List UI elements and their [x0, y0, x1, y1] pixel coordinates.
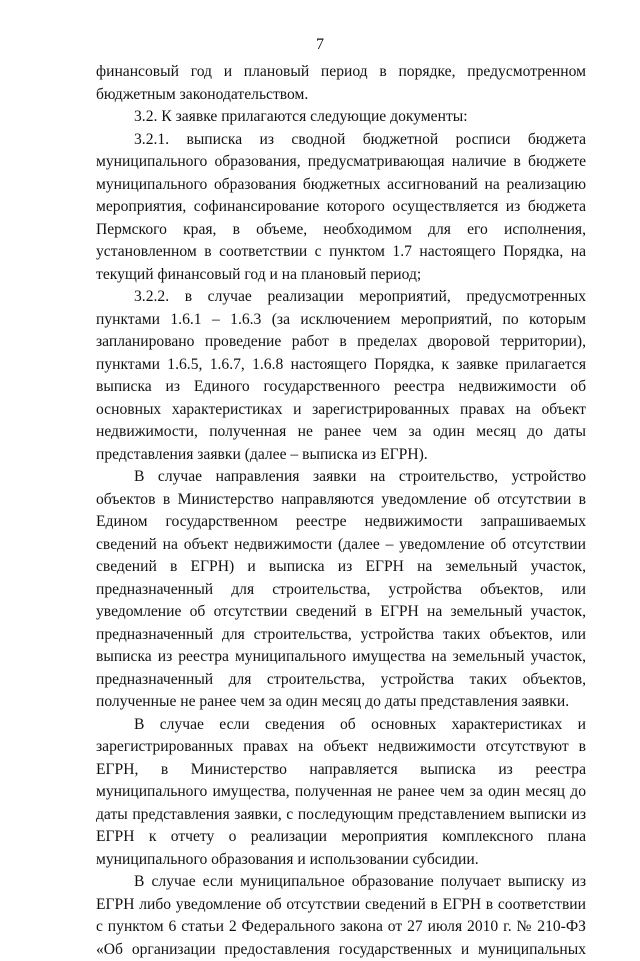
paragraph-3-2: 3.2. К заявке прилагаются следующие документы: — [134, 108, 468, 125]
paragraph-3-2-1: 3.2.1. выписка из сводной бюджетной росписи бюджета муниципального образования, предусматривающая наличие в бюджете муниципального образования бюджетных ассигнований на реализацию мероприятия, софинансирование которого осуществляется из бюджета Пермского края, в объеме, необходимом для его исполнения, установленном в соответствии с пунктом 1.7 настоящего Порядка, на текущий финансовый год и на плановый период; — [96, 130, 586, 283]
paragraph-missing-records-case: В случае если сведения об основных характеристиках и зарегистрированных правах на объект недвижимости отсутствуют в ЕГРН, в Министерство направляется выписка из реестра муниципального имущества, полученная не ранее чем за один месяц до даты представления заявки, с последующим представлением выписки из ЕГРН к отчету о реализации мероприятия комплексного плана муниципального образования и использовании субсидии. — [96, 715, 586, 868]
paragraph-federal-law-case: В случае если муниципальное образование получает выписку из ЕГРН либо уведомление об отсутствии сведений в ЕГРН в соответствии с пунктом 6 статьи 2 Федерального закона от 27 июля 2010 г. № 210-ФЗ «Об организации предоставления государственных и муниципальных — [96, 873, 586, 958]
document-body — [96, 61, 586, 961]
paragraph-construction-case: В случае направления заявки на строительство, устройство объектов в Министерство направляются уведомление об отсутствии в Едином государственном реестре недвижимости запрашиваемых сведений на объект недвижимости (далее – уведомление об отсутствии сведений в ЕГРН) и выписка из ЕГРН на земельный участок, предназначенный для строительства, устройства объектов, или уведомление об отсутствии сведений в ЕГРН на земельный участок, предназначенный для строительства, устройства таких объектов, или выписка из реестра муниципального имущества на земельный участок, предназначенный для строительства, устройства таких объектов, полученные не ранее чем за один месяц до даты представления заявки. — [96, 468, 586, 710]
paragraph-3-2-2: 3.2.2. в случае реализации мероприятий, предусмотренных пунктами 1.6.1 – 1.6.3 (за исключением мероприятий, по которым запланировано проведение работ в пределах дворовой территории), пунктами 1.6.5, 1.6.7, 1.6.8 настоящего Порядка, к заявке прилагается выписка из Единого государственного реестра недвижимости об основных характеристиках и зарегистрированных правах на объект недвижимости, полученная не ранее чем за один месяц до даты представления заявки (далее – выписка из ЕГРН). — [96, 288, 586, 463]
paragraph-continuation: финансовый год и плановый период в порядке, предусмотренном бюджетным законодательством. — [96, 63, 586, 103]
page-number: 7 — [316, 36, 324, 53]
